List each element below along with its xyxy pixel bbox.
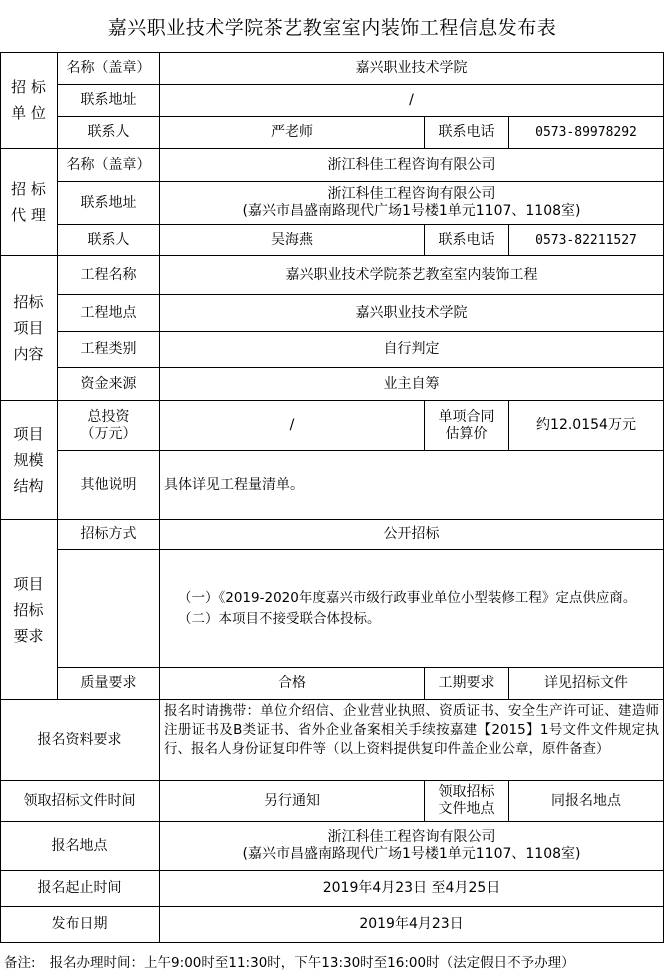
project-name-label: 工程名称 bbox=[58, 256, 160, 295]
footnote bbox=[0, 943, 664, 978]
qualification-text bbox=[160, 550, 664, 668]
agent-phone: 0573-82211527 bbox=[509, 225, 664, 256]
tenderer-name-label: 名称（盖章） bbox=[58, 52, 160, 85]
reg-place-label: 报名地点 bbox=[0, 822, 160, 871]
agent-phone-label: 联系电话 bbox=[425, 225, 509, 256]
qualification-item-1: （一）《2019-2020年度嘉兴市级行政事业单位小型装修工程》定点供应商。 bbox=[178, 589, 637, 606]
invest-label bbox=[58, 401, 160, 451]
contract-label-line2: 估算价 bbox=[445, 425, 488, 442]
tenderer-contact: 严老师 bbox=[160, 117, 425, 149]
requirements-group-label: 项目 招标 要求 bbox=[0, 520, 58, 700]
tenderer-group-label: 招 标 单 位 bbox=[0, 52, 58, 149]
doc-place-label bbox=[425, 781, 509, 822]
doc-place-label-line1: 领取招标 bbox=[438, 784, 495, 800]
doc-time-value: 另行通知 bbox=[160, 781, 425, 822]
other-value: 具体详见工程量清单。 bbox=[160, 451, 664, 520]
contract-label-line1: 单项合同 bbox=[438, 408, 495, 425]
reg-docs-label: 报名资料要求 bbox=[0, 700, 160, 781]
qualification-label-blank bbox=[58, 550, 160, 668]
footnote-text: 报名办理时间：上午9:00时至11:30时，下午13:30时至16:00时（法定假日不予办理） bbox=[49, 954, 575, 971]
agent-address-line1: 浙江科佳工程咨询有限公司 bbox=[327, 186, 496, 202]
tenderer-address: / bbox=[160, 85, 664, 117]
doc-place-value: 同报名地点 bbox=[509, 781, 664, 822]
agent-group-label: 招 标 代 理 bbox=[0, 149, 58, 256]
invest-label-line1: 总投资 bbox=[87, 408, 130, 425]
period-value: 详见招标文件 bbox=[509, 668, 664, 700]
reg-place-line2: (嘉兴市昌盛南路现代广场1号楼1单元1107、1108室) bbox=[242, 846, 581, 862]
publish-label: 发布日期 bbox=[0, 907, 160, 943]
project-funding-label: 资金来源 bbox=[58, 368, 160, 401]
agent-contact: 吴海燕 bbox=[160, 225, 425, 256]
contract-label bbox=[425, 401, 509, 451]
reg-period-value: 2019年4月23日 至4月25日 bbox=[160, 871, 664, 907]
project-location-label: 工程地点 bbox=[58, 295, 160, 332]
tenderer-name: 嘉兴职业技术学院 bbox=[160, 52, 664, 85]
invest-value: / bbox=[160, 401, 425, 451]
tenderer-phone: 0573-89978292 bbox=[509, 117, 664, 149]
reg-place-line1: 浙江科佳工程咨询有限公司 bbox=[327, 829, 496, 845]
reg-docs-text: 报名时请携带：单位介绍信、企业营业执照、资质证书、安全生产许可证、建造师注册证书及B类证书、省外企业备案相关手续按嘉建【2015】1号文件文件规定执行、报名人身份证复印件等（以上资料提供复印件盖企业公章，原件备查） bbox=[160, 700, 664, 781]
method-value: 公开招标 bbox=[160, 520, 664, 550]
doc-time-label: 领取招标文件时间 bbox=[0, 781, 160, 822]
publish-value: 2019年4月23日 bbox=[160, 907, 664, 943]
scale-group-label: 项目 规模 结构 bbox=[0, 401, 58, 520]
quality-label: 质量要求 bbox=[58, 668, 160, 700]
agent-address bbox=[160, 182, 664, 225]
period-label: 工期要求 bbox=[425, 668, 509, 700]
other-label: 其他说明 bbox=[58, 451, 160, 520]
project-group-label: 招标 项目 内容 bbox=[0, 256, 58, 401]
agent-address-label: 联系地址 bbox=[58, 182, 160, 225]
agent-name: 浙江科佳工程咨询有限公司 bbox=[160, 149, 664, 182]
project-name: 嘉兴职业技术学院茶艺教室室内装饰工程 bbox=[160, 256, 664, 295]
tenderer-contact-label: 联系人 bbox=[58, 117, 160, 149]
quality-value: 合格 bbox=[160, 668, 425, 700]
agent-address-line2: (嘉兴市昌盛南路现代广场1号楼1单元1107、1108室) bbox=[242, 203, 581, 219]
method-label: 招标方式 bbox=[58, 520, 160, 550]
reg-period-label: 报名起止时间 bbox=[0, 871, 160, 907]
project-category-label: 工程类别 bbox=[58, 332, 160, 368]
agent-name-label: 名称（盖章） bbox=[58, 149, 160, 182]
footnote-label: 备注: bbox=[4, 954, 36, 971]
tenderer-address-label: 联系地址 bbox=[58, 85, 160, 117]
doc-place-label-line2: 文件地点 bbox=[438, 801, 495, 817]
reg-place-value bbox=[160, 822, 664, 871]
agent-contact-label: 联系人 bbox=[58, 225, 160, 256]
page-title: 嘉兴职业技术学院茶艺教室室内装饰工程信息发布表 bbox=[107, 16, 557, 39]
contract-value: 约12.0154万元 bbox=[509, 401, 664, 451]
tenderer-phone-label: 联系电话 bbox=[425, 117, 509, 149]
qualification-item-2: （二）本项目不接受联合体投标。 bbox=[178, 610, 381, 627]
project-funding: 业主自筹 bbox=[160, 368, 664, 401]
project-location: 嘉兴职业技术学院 bbox=[160, 295, 664, 332]
invest-label-line2: （万元） bbox=[80, 425, 137, 442]
project-category: 自行判定 bbox=[160, 332, 664, 368]
